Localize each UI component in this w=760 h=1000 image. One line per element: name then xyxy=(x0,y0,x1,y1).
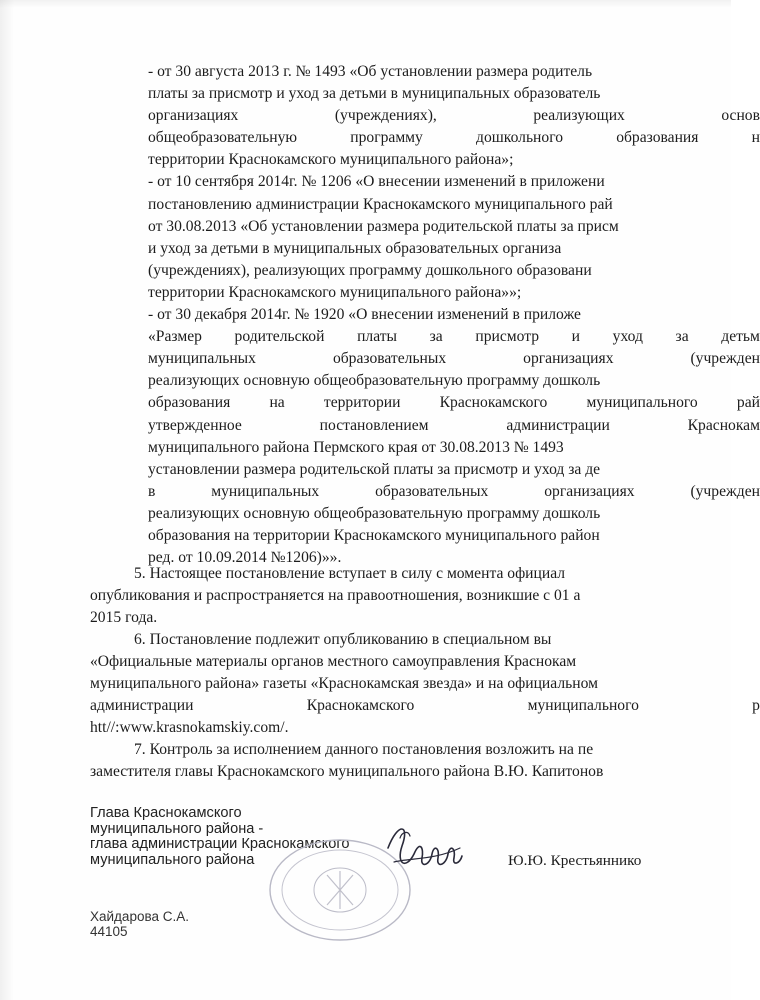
point-first-line: 7. Контроль за исполнением данного постановления возложить на пе xyxy=(134,741,594,758)
text-line: территории Краснокамского муниципального района»»; xyxy=(148,283,522,301)
signatory-line: глава администрации Краснокамского xyxy=(90,836,350,853)
text-line: «Официальные материалы органов местного самоуправления Краснокам xyxy=(90,653,577,671)
word: территории xyxy=(323,394,401,412)
scan-top-shadow xyxy=(0,0,731,8)
word: утвержденное xyxy=(148,416,242,434)
point-first-line: 6. Постановление подлежит опубликованию в специальном вы xyxy=(134,631,552,648)
word: основ xyxy=(721,107,760,125)
text-line: заместителя главы Краснокамского муниципального района В.Ю. Капитонов xyxy=(90,763,604,781)
text-line xyxy=(148,481,760,503)
word: Краснокам xyxy=(687,416,760,434)
executor-phone: 44105 xyxy=(90,923,128,939)
text-line: реализующих основную общеобразовательную программу дошколь xyxy=(148,372,601,390)
text-line xyxy=(148,127,760,149)
word: н xyxy=(751,129,760,147)
text-line: муниципального района Пермского края от 30.08.2013 № 1493 xyxy=(148,438,564,456)
executor-name: Хайдарова С.А. xyxy=(90,909,189,924)
word: уход xyxy=(612,328,643,346)
executor-info xyxy=(90,910,189,939)
text-line: постановлению администрации Краснокамского муниципального рай xyxy=(148,195,613,213)
word: постановлением xyxy=(319,416,429,434)
word: на xyxy=(269,394,285,412)
handwritten-signature xyxy=(380,818,465,878)
text-line: (учреждениях), реализующих программу дошкольного образовани xyxy=(148,261,592,279)
word: рай xyxy=(736,394,760,412)
word: платы xyxy=(357,328,398,346)
text-line xyxy=(90,695,760,717)
text-line: платы за присмотр и уход за детьми в муниципальных образователь xyxy=(148,85,601,103)
word: (учрежден xyxy=(690,350,760,368)
word: в xyxy=(148,482,156,500)
point-first-line: 5. Настоящее постановление вступает в силу с момента официал xyxy=(134,565,566,582)
word: образования xyxy=(148,394,231,412)
word: Краснокамского xyxy=(439,394,548,412)
word: общеобразовательную xyxy=(148,129,298,147)
text-line: муниципального района» газеты «Краснокамская звезда» и на официальном xyxy=(90,675,598,693)
word: программу xyxy=(350,129,423,147)
text-line xyxy=(148,105,760,127)
word: (учрежден xyxy=(690,482,760,500)
text-line xyxy=(148,415,760,437)
text-line: htt//:www.krasnokamskiy.com/. xyxy=(90,719,289,737)
text-line: 2015 года. xyxy=(90,609,158,627)
numbered-point xyxy=(90,563,760,629)
signatory-line: муниципального района - xyxy=(90,820,264,837)
text-line: опубликования и распространяется на правоотношения, возникшие с 01 а xyxy=(90,587,581,605)
word: образовательных xyxy=(375,482,489,500)
word: организациях xyxy=(523,350,614,368)
word: за xyxy=(675,328,689,346)
word: муниципального xyxy=(527,697,639,715)
word: присмотр xyxy=(475,328,540,346)
word: организациях xyxy=(544,482,635,500)
word: муниципального xyxy=(586,394,698,412)
text-line: - от 10 сентября 2014г. № 1206 «О внесении изменений в приложени xyxy=(148,173,605,191)
amended-acts-list xyxy=(148,61,760,569)
text-line xyxy=(148,326,760,348)
text-line xyxy=(148,392,760,414)
word: «Размер xyxy=(148,328,202,346)
word: р xyxy=(752,697,760,715)
word: муниципальных xyxy=(148,350,256,368)
word: дошкольного xyxy=(476,129,563,147)
text-line: установлении размера родительской платы за присмотр и уход за де xyxy=(148,460,601,478)
signatory-name: Ю.Ю. Крестьяннико xyxy=(508,852,642,869)
word: детьм xyxy=(721,328,760,346)
word: муниципальных xyxy=(211,482,320,500)
word: и xyxy=(571,328,581,346)
text-line: ред. от 10.09.2014 №1206)»». xyxy=(148,549,342,567)
text-line: образования на территории Краснокамского муниципального район xyxy=(148,526,600,544)
word: организациях xyxy=(148,107,239,125)
word: администрации xyxy=(506,416,610,434)
text-line: реализующих основную общеобразовательную программу дошколь xyxy=(148,504,601,522)
text-line xyxy=(148,348,760,370)
word: администрации xyxy=(90,697,194,715)
text-line: - от 30 августа 2013 г. № 1493 «Об установлении размера родитель xyxy=(148,63,593,80)
word: за xyxy=(429,328,443,346)
word: реализующих xyxy=(533,107,625,125)
signatory-line: муниципального района xyxy=(90,851,255,868)
word: образовательных xyxy=(332,350,447,368)
text-line: территории Краснокамского муниципального района»; xyxy=(148,151,514,169)
word: родительской xyxy=(234,328,325,346)
word: Краснокамского xyxy=(306,697,415,715)
text-line: от 30.08.2013 «Об установлении размера родительской платы за присм xyxy=(148,217,619,235)
numbered-point xyxy=(90,739,760,783)
text-line: - от 30 декабря 2014г. № 1920 «О внесении изменений в приложе xyxy=(148,306,581,324)
signatory-line: Глава Краснокамского xyxy=(90,805,242,821)
numbered-point xyxy=(90,629,760,739)
word: образования xyxy=(616,129,699,147)
word: (учреждениях), xyxy=(334,107,437,125)
text-line: и уход за детьми в муниципальных образовательных организа xyxy=(148,239,562,257)
scan-edge-shadow xyxy=(0,0,14,1000)
